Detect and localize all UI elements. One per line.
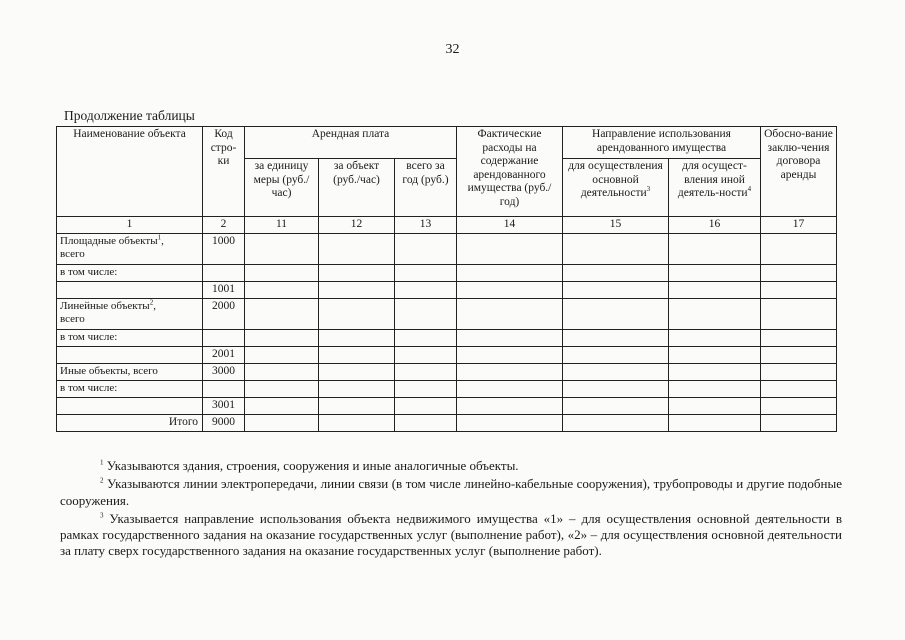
- empty-cell: [395, 265, 457, 282]
- footnotes: [60, 458, 842, 562]
- table-caption: Продолжение таблицы: [64, 108, 195, 123]
- table-row: [57, 398, 837, 415]
- empty-cell: [457, 282, 563, 299]
- header-rent-object: за объект (руб./час): [319, 159, 395, 217]
- empty-cell: [563, 347, 669, 364]
- empty-cell: [669, 330, 761, 347]
- header-rent: Арендная плата: [245, 127, 457, 159]
- row-code: 3000: [203, 364, 245, 381]
- row-code: [203, 330, 245, 347]
- empty-cell: [245, 398, 319, 415]
- column-number-row: [57, 217, 837, 234]
- empty-cell: [245, 330, 319, 347]
- empty-cell: [319, 398, 395, 415]
- empty-cell: [669, 234, 761, 265]
- table-row: [57, 347, 837, 364]
- empty-cell: [457, 381, 563, 398]
- empty-cell: [563, 282, 669, 299]
- empty-cell: [395, 330, 457, 347]
- empty-cell: [669, 265, 761, 282]
- empty-cell: [245, 299, 319, 330]
- empty-cell: [395, 234, 457, 265]
- table-row: [57, 282, 837, 299]
- empty-cell: [669, 347, 761, 364]
- column-number: 13: [395, 217, 457, 234]
- header-direction-other: для осущест-вления иной деятель-ности$^4$: [669, 159, 761, 217]
- empty-cell: [563, 265, 669, 282]
- column-number: 11: [245, 217, 319, 234]
- empty-cell: [395, 347, 457, 364]
- header-expenses: Фактические расходы на содержание арендованного имущества (руб./год): [457, 127, 563, 217]
- table-row: [57, 381, 837, 398]
- header-justification: Обосно-вание заклю-чения договора аренды: [761, 127, 837, 217]
- row-name: в том числе:: [57, 330, 203, 347]
- empty-cell: [245, 234, 319, 265]
- empty-cell: [395, 299, 457, 330]
- total-code: 9000: [203, 415, 245, 432]
- row-name: [57, 282, 203, 299]
- empty-cell: [245, 347, 319, 364]
- empty-cell: [457, 234, 563, 265]
- row-code: 2000: [203, 299, 245, 330]
- empty-cell: [395, 282, 457, 299]
- header-direction-main: для осуществления основной деятельности$^3$: [563, 159, 669, 217]
- row-name: Иные объекты, всего: [57, 364, 203, 381]
- empty-cell: [563, 330, 669, 347]
- table-row: [57, 234, 837, 265]
- empty-cell: [319, 381, 395, 398]
- column-number: 16: [669, 217, 761, 234]
- row-name: Площадные объекты$^1$, всего: [57, 234, 203, 265]
- empty-cell: [457, 398, 563, 415]
- empty-cell: [563, 398, 669, 415]
- row-code: [203, 381, 245, 398]
- row-code: 1001: [203, 282, 245, 299]
- footnote: $^2$ Указываются линии электропередачи, линии связи (в том числе линейно-кабельные сооружения), трубопроводы и другие подобные сооружения.: [60, 476, 842, 508]
- empty-cell: [457, 299, 563, 330]
- empty-cell: [563, 364, 669, 381]
- empty-cell: [669, 398, 761, 415]
- row-code: 2001: [203, 347, 245, 364]
- empty-cell: [761, 364, 837, 381]
- column-number: 15: [563, 217, 669, 234]
- row-name: [57, 398, 203, 415]
- total-label: Итого: [57, 415, 203, 432]
- empty-cell: [319, 347, 395, 364]
- header-direction: Направление использования арендованного имущества: [563, 127, 761, 159]
- empty-cell: [395, 364, 457, 381]
- header-rent-unit: за единицу меры (руб./час): [245, 159, 319, 217]
- header-rent-year: всего за год (руб.): [395, 159, 457, 217]
- empty-cell: [395, 398, 457, 415]
- row-name: в том числе:: [57, 265, 203, 282]
- row-name: [57, 347, 203, 364]
- empty-cell: [319, 364, 395, 381]
- table-row: [57, 330, 837, 347]
- row-name: Линейные объекты$^2$, всего: [57, 299, 203, 330]
- empty-cell: [319, 282, 395, 299]
- empty-cell: [319, 299, 395, 330]
- empty-cell: [245, 364, 319, 381]
- column-number: 14: [457, 217, 563, 234]
- rent-table: [56, 126, 837, 432]
- empty-cell: [761, 265, 837, 282]
- empty-cell: [319, 330, 395, 347]
- empty-cell: [761, 234, 837, 265]
- empty-cell: [669, 282, 761, 299]
- empty-cell: [457, 265, 563, 282]
- row-code: [203, 265, 245, 282]
- empty-cell: [563, 381, 669, 398]
- empty-cell: [669, 364, 761, 381]
- total-row: [57, 415, 837, 432]
- empty-cell: [669, 381, 761, 398]
- empty-cell: [761, 398, 837, 415]
- footnote: $^1$ Указываются здания, строения, сооружения и иные аналогичные объекты.: [100, 458, 519, 473]
- empty-cell: [457, 330, 563, 347]
- empty-cell: [563, 299, 669, 330]
- header-name: Наименование объекта: [57, 127, 203, 217]
- page-number: 32: [445, 42, 460, 57]
- empty-cell: [761, 330, 837, 347]
- empty-cell: [395, 381, 457, 398]
- empty-cell: [669, 299, 761, 330]
- row-code: 1000: [203, 234, 245, 265]
- empty-cell: [761, 381, 837, 398]
- row-name: в том числе:: [57, 381, 203, 398]
- footnote: $^3$ Указывается направление использования объекта недвижимого имущества «1» – для осуществления основной деятельности в рамках государственного задания на оказание государственных услуг (выполнение работ), «2» – для осуществления основной деятельности за плату сверх государственного задания на оказание государственных услуг (выполнение работ).: [60, 510, 842, 559]
- table-row: [57, 364, 837, 381]
- column-number: 12: [319, 217, 395, 234]
- empty-cell: [457, 364, 563, 381]
- empty-cell: [761, 282, 837, 299]
- empty-cell: [245, 265, 319, 282]
- empty-cell: [319, 234, 395, 265]
- empty-cell: [457, 347, 563, 364]
- empty-cell: [563, 234, 669, 265]
- column-number: 1: [57, 217, 203, 234]
- row-code: 3001: [203, 398, 245, 415]
- column-number: 17: [761, 217, 837, 234]
- empty-cell: [319, 265, 395, 282]
- header-code: Код стро-ки: [203, 127, 245, 217]
- empty-cell: [761, 347, 837, 364]
- table-row: [57, 265, 837, 282]
- empty-cell: [245, 381, 319, 398]
- column-number: 2: [203, 217, 245, 234]
- table-row: [57, 299, 837, 330]
- empty-cell: [245, 282, 319, 299]
- empty-cell: [761, 299, 837, 330]
